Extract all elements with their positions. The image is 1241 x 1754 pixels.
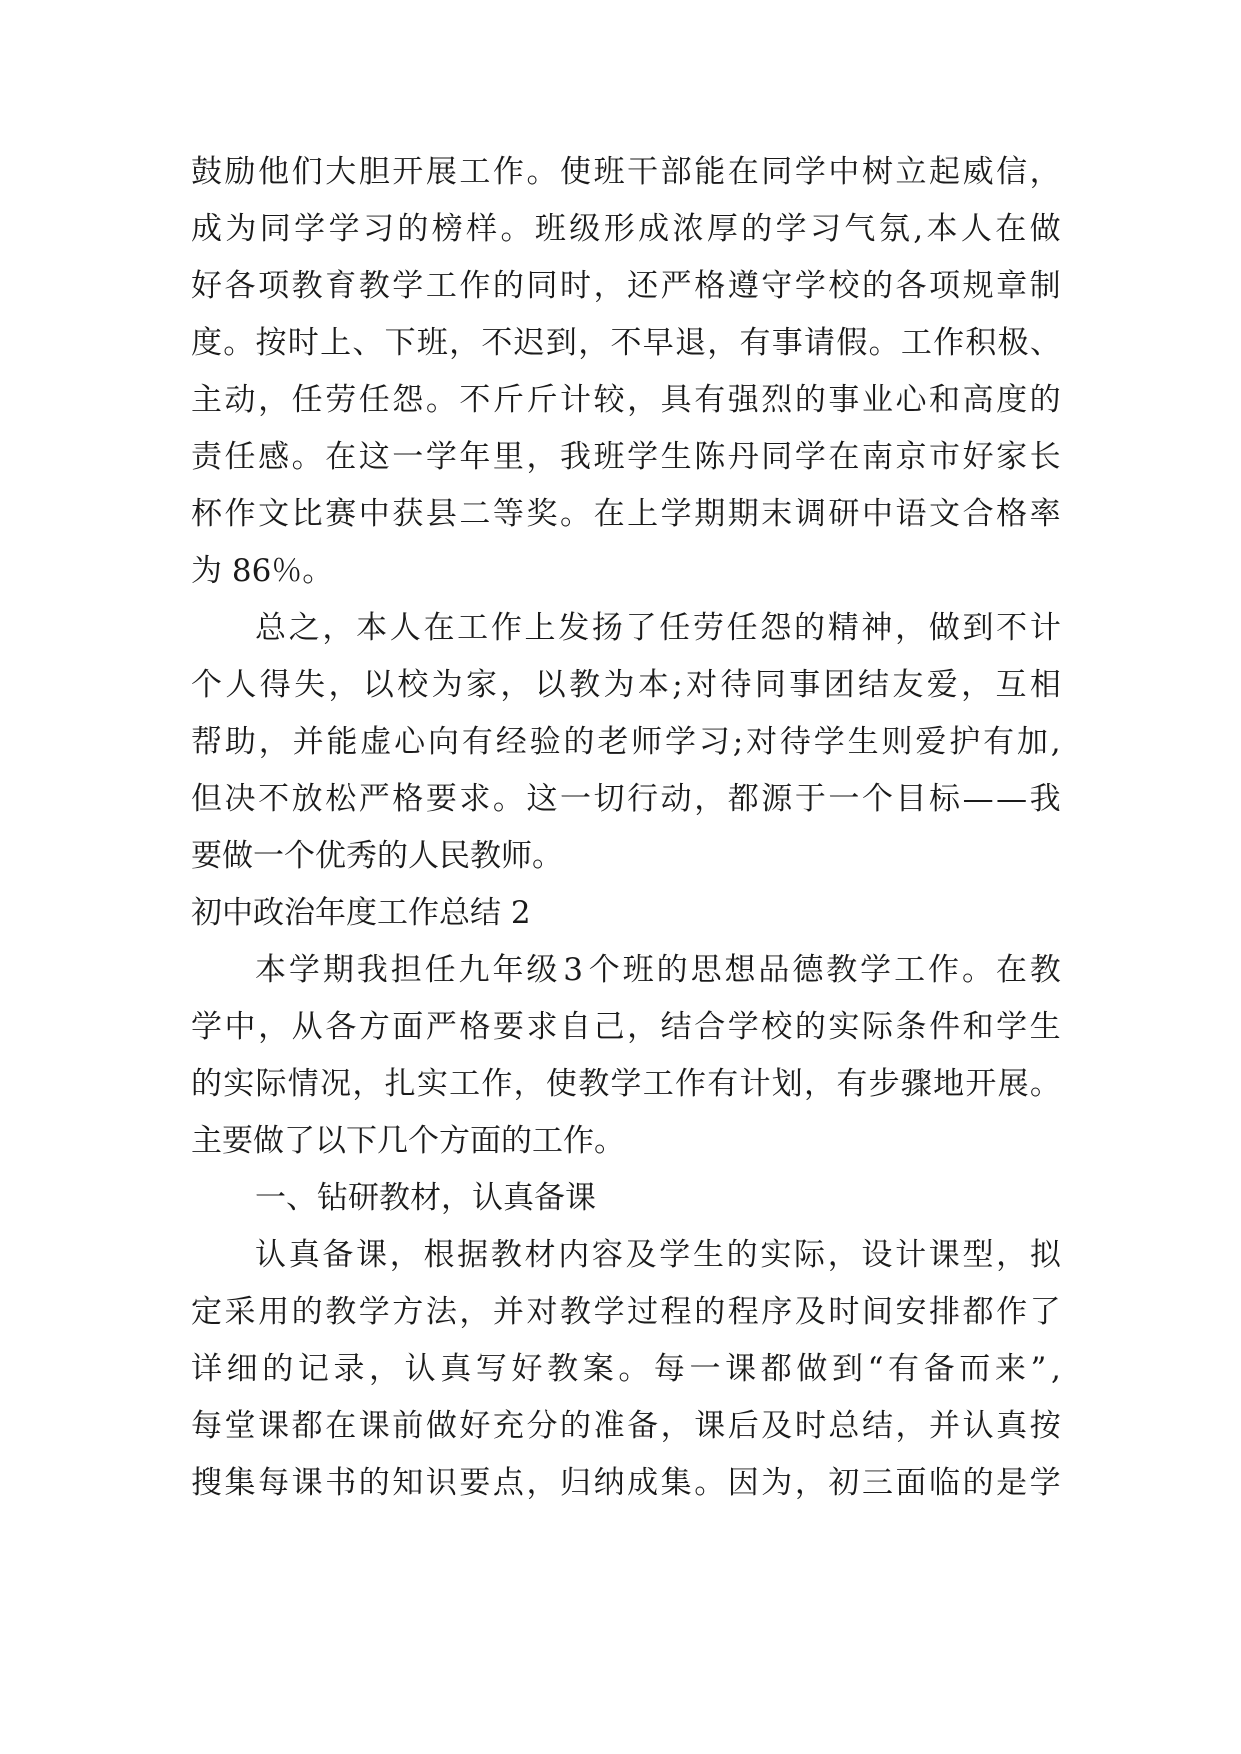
body-line: 帮 助 ， 并 能 虚 心 向 有 经 验 的 老 师 学 习 ; 对 待 学 生 则 爱 护 有 加 ,: [191, 724, 1061, 760]
subsection-title: 一、钻研教材，认真备课: [255, 1180, 596, 1216]
body-line: 个 人 得 失 ， 以 校 为 家 ， 以 教 为 本 ; 对 待 同 事 团 结 友 爱 ， 互 相: [191, 667, 1061, 703]
body-line: 好 各 项 教 育 教 学 工 作 的 同 时 ， 还 严 格 遵 守 学 校 的 各 项 规 章 制: [191, 268, 1061, 304]
body-line: 学 中 ， 从 各 方 面 严 格 要 求 自 己 ， 结 合 学 校 的 实 际 条 件 和 学 生: [191, 1009, 1061, 1045]
body-line: 定 采 用 的 教 学 方 法 ， 并 对 教 学 过 程 的 程 序 及 时 间 安 排 都 作 了: [191, 1294, 1061, 1330]
body-line: 搜 集 每 课 书 的 知 识 要 点 ， 归 纳 成 集 。 因 为 ， 初 三 面 临 的 是 学: [191, 1465, 1061, 1501]
body-line: 详 细 的 记 录 ， 认 真 写 好 教 案 。 每 一 课 都 做 到 “ 有 备 而 来 ” ,: [191, 1351, 1061, 1387]
body-line: 杯 作 文 比 赛 中 获 县 二 等 奖 。 在 上 学 期 期 末 调 研 中 语 文 合 格 率: [191, 496, 1061, 532]
body-line: 但 决 不 放 松 严 格 要 求 。 这 一 切 行 动 ， 都 源 于 一 个 目 标 — — 我: [191, 781, 1061, 817]
paragraph-first-line: 总 之 ， 本 人 在 工 作 上 发 扬 了 任 劳 任 怨 的 精 神 ， 做 到 不 计: [255, 610, 1061, 646]
body-line: 鼓 励 他 们 大 胆 开 展 工 作 。 使 班 干 部 能 在 同 学 中 树 立 起 威 信 ，: [191, 154, 1061, 190]
body-line: 要做一个优秀的人民教师。: [191, 838, 563, 874]
body-line: 度 。 按 时 上 、 下 班 ， 不 迟 到 ， 不 早 退 ， 有 事 请 假 。 工 作 积 极 、: [191, 325, 1061, 361]
section-heading: 初中政治年度工作总结 2: [191, 895, 531, 931]
paragraph-first-line: 认 真 备 课 ， 根 据 教 材 内 容 及 学 生 的 实 际 ， 设 计 课 型 ， 拟: [255, 1237, 1061, 1273]
body-line: 每 堂 课 都 在 课 前 做 好 充 分 的 准 备 ， 课 后 及 时 总 结 ， 并 认 真 按: [191, 1408, 1061, 1444]
body-line: 主要做了以下几个方面的工作。: [191, 1123, 625, 1159]
body-line: 责 任 感 。 在 这 一 学 年 里 ， 我 班 学 生 陈 丹 同 学 在 南 京 市 好 家 长: [191, 439, 1061, 475]
body-line: 的 实 际 情 况 ， 扎 实 工 作 ， 使 教 学 工 作 有 计 划 ， 有 步 骤 地 开 展 。: [191, 1066, 1061, 1102]
paragraph-first-line: 本 学 期 我 担 任 九 年 级 3 个 班 的 思 想 品 德 教 学 工 作 。 在 教: [255, 952, 1061, 988]
body-line: 主 动 ， 任 劳 任 怨 。 不 斤 斤 计 较 ， 具 有 强 烈 的 事 业 心 和 高 度 的: [191, 382, 1061, 418]
body-line: 成 为 同 学 学 习 的 榜 样 。 班 级 形 成 浓 厚 的 学 习 气 氛 , 本 人 在 做: [191, 211, 1061, 247]
body-line: 为 86％。: [191, 553, 334, 589]
